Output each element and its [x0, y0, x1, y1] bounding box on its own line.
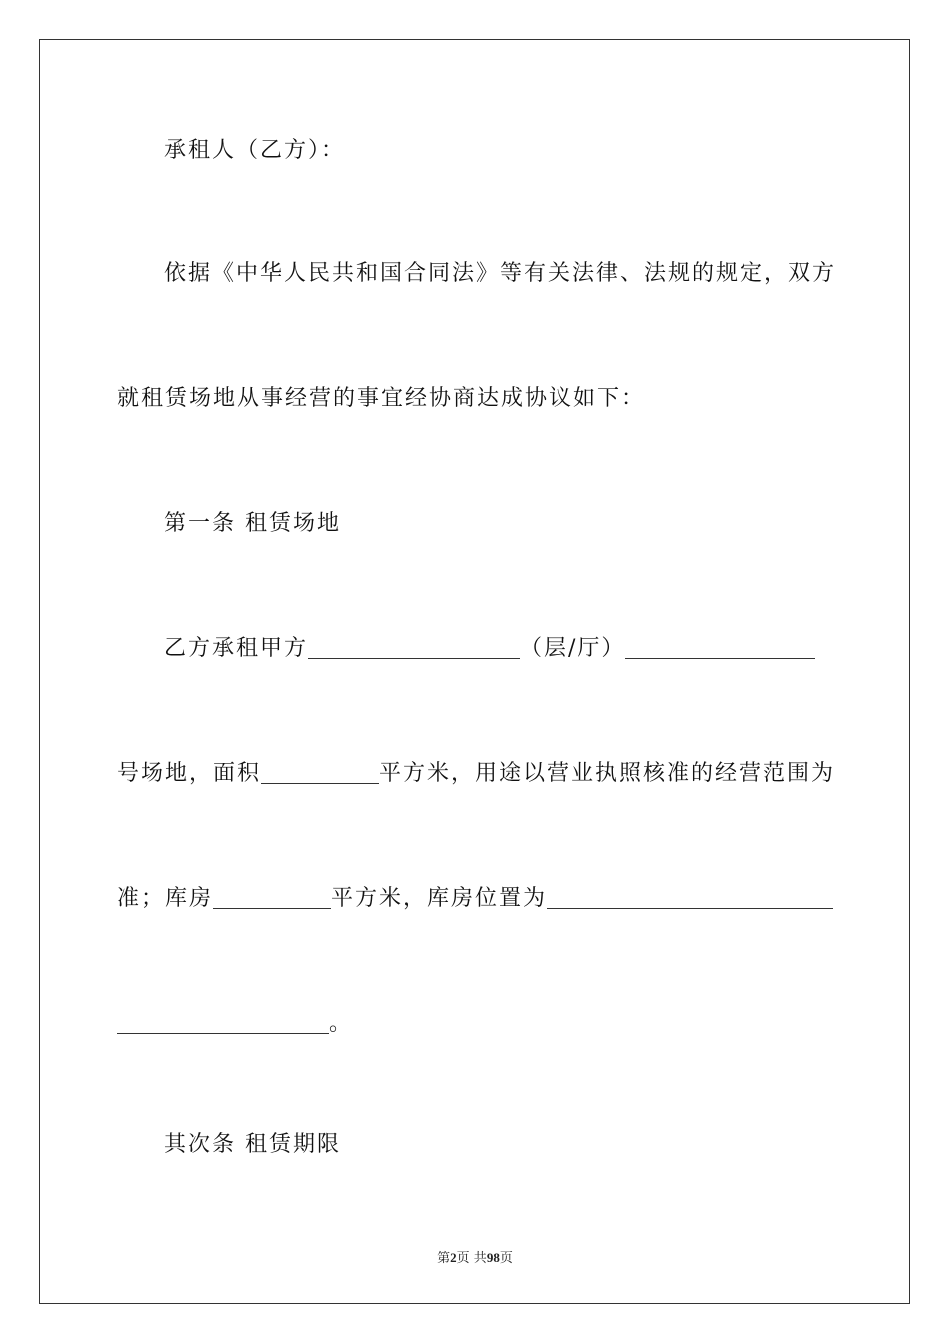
- warehouse-location-blank-cont[interactable]: [117, 1011, 329, 1034]
- area-text-b: 平方米，用途以营业执照核准的经营范围为: [379, 761, 836, 786]
- area-blank[interactable]: [261, 761, 379, 784]
- page-frame: [39, 39, 910, 1304]
- paragraph-site-line4: [117, 1009, 837, 1039]
- footer-total-pages: 98: [486, 1250, 500, 1265]
- article-2-heading: 其次条 租赁期限: [164, 1132, 341, 1157]
- paragraph-lessee: 承租人（乙方）：: [164, 138, 346, 163]
- warehouse-text-b: 平方米，库房位置为: [331, 886, 548, 911]
- article-1-heading: 第一条 租赁场地: [164, 511, 341, 536]
- area-text-a: 号场地，面积: [117, 761, 262, 786]
- line-end-period: 。: [329, 1011, 354, 1036]
- paragraph-site-line2: [117, 759, 837, 789]
- floor-blank[interactable]: [308, 636, 520, 659]
- warehouse-text-a: 准；库房: [117, 886, 214, 911]
- footer-mid: 页 共: [456, 1251, 487, 1266]
- site-text-b: （层/厅）: [520, 636, 626, 661]
- warehouse-area-blank[interactable]: [213, 886, 331, 909]
- paragraph-basis-line2: 就租赁场地从事经营的事宜经协商达成协议如下：: [117, 386, 646, 411]
- page-footer: [0, 1247, 950, 1266]
- footer-suffix: 页: [499, 1251, 513, 1266]
- warehouse-location-blank[interactable]: [547, 886, 833, 909]
- site-text-a: 乙方承租甲方: [164, 636, 309, 661]
- paragraph-site-line1: [164, 634, 837, 664]
- footer-prefix: 第: [437, 1251, 451, 1266]
- paragraph-basis-line1: 依据《中华人民共和国合同法》等有关法律、法规的规定，双方: [164, 261, 837, 286]
- hall-number-blank[interactable]: [625, 636, 815, 659]
- paragraph-site-line3: [117, 884, 837, 914]
- footer-page-number: 2: [450, 1250, 457, 1265]
